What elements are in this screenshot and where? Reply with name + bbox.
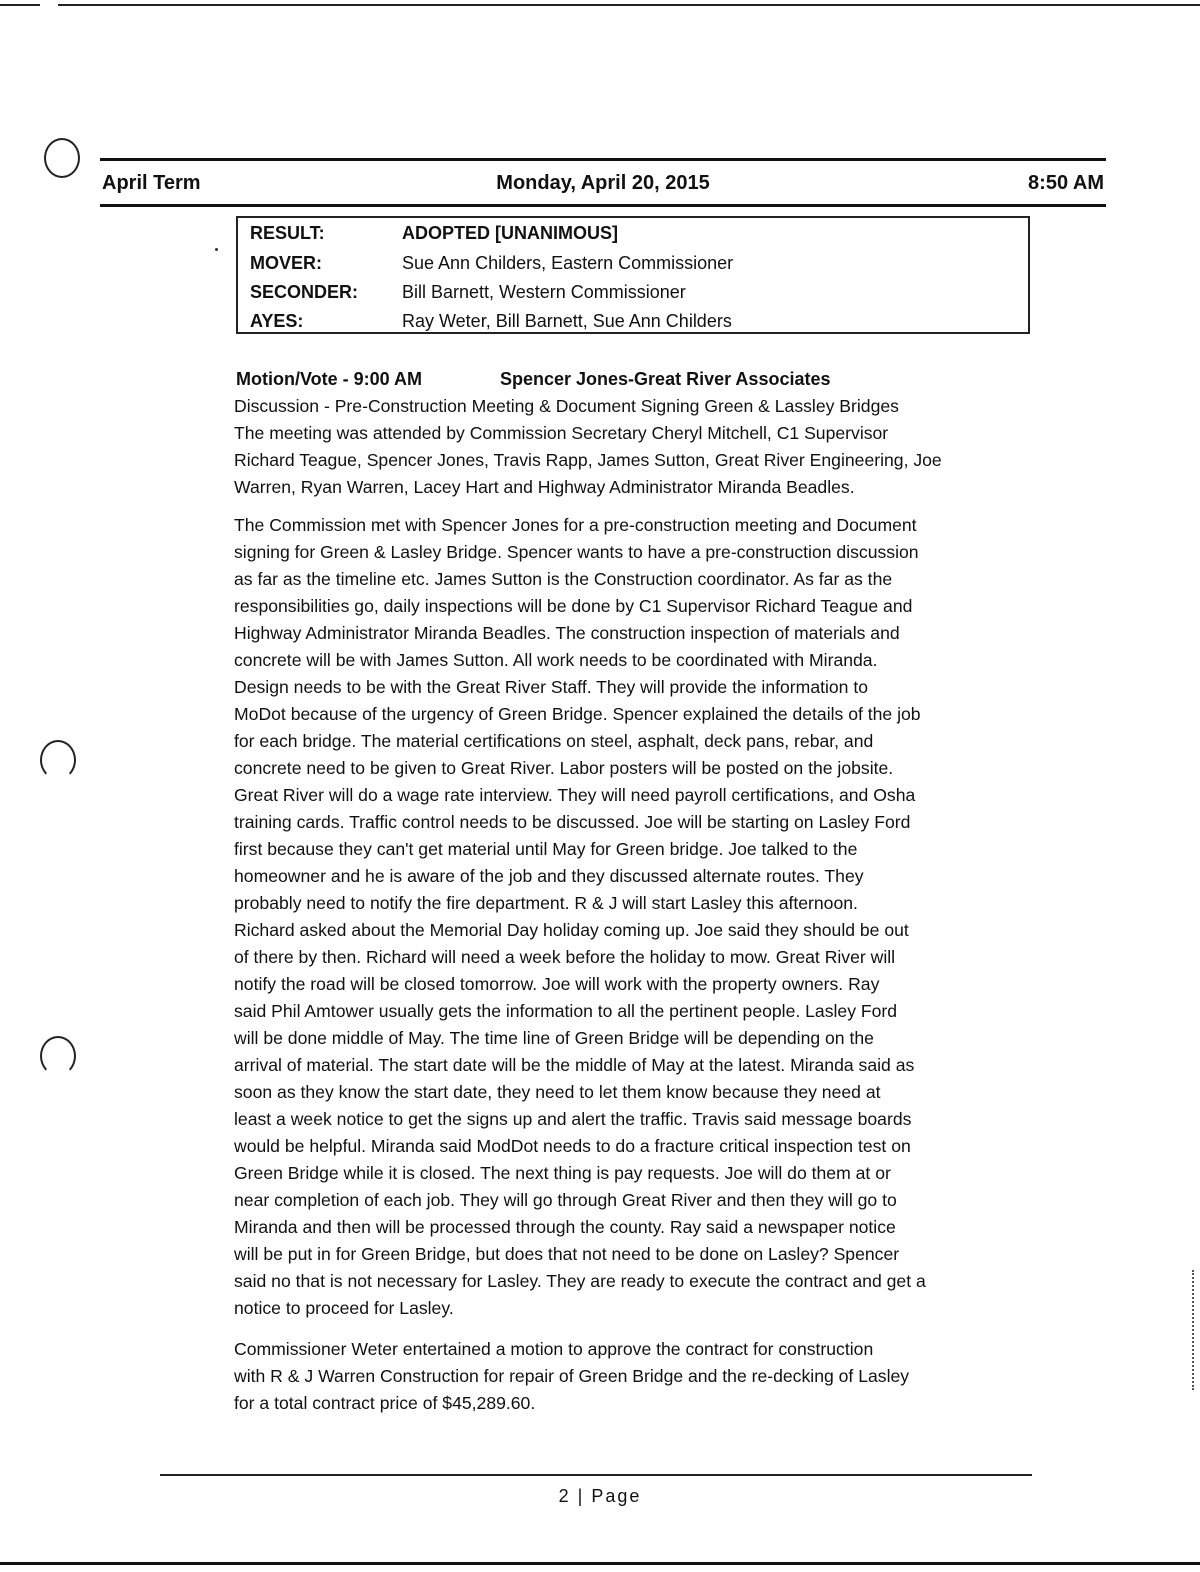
motion-paragraph bbox=[234, 1336, 1034, 1417]
scan-speck bbox=[215, 248, 218, 251]
scan-top-edge-gap bbox=[40, 4, 58, 7]
text-line: for each bridge. The material certifications on steel, asphalt, deck pans, rebar, and bbox=[234, 731, 874, 751]
text-line: The meeting was attended by Commission Secretary Cheryl Mitchell, C1 Supervisor bbox=[234, 423, 889, 443]
text-line: notice to proceed for Lasley. bbox=[234, 1298, 454, 1318]
mover-label: MOVER: bbox=[250, 253, 322, 273]
text-line: concrete will be with James Sutton. All work needs to be coordinated with Miranda. bbox=[234, 650, 878, 670]
header-rule-top bbox=[100, 158, 1106, 161]
seconder-label: SECONDER: bbox=[250, 282, 359, 302]
text-line: first because they can't get material until May for Green bridge. Joe talked to the bbox=[234, 839, 858, 859]
text-line: Green Bridge while it is closed. The next thing is pay requests. Joe will do them at or bbox=[234, 1163, 891, 1183]
mover-value: Sue Ann Childers, Eastern Commissioner bbox=[402, 253, 734, 273]
text-line: training cards. Traffic control needs to be discussed. Joe will be starting on Lasley Ford bbox=[234, 812, 911, 832]
motion-heading bbox=[236, 366, 831, 393]
punch-hole-top bbox=[44, 138, 80, 178]
ayes-label: AYES: bbox=[250, 311, 304, 331]
text-line: Discussion - Pre-Construction Meeting & Document Signing Green & Lassley Bridges bbox=[234, 396, 899, 416]
page-header bbox=[102, 168, 1104, 198]
text-line: as far as the timeline etc. James Sutton is the Construction coordinator. As far as the bbox=[234, 569, 893, 589]
text-line: would be helpful. Miranda said ModDot needs to do a fracture critical inspection test on bbox=[234, 1136, 911, 1156]
scan-edge-marks bbox=[1192, 1270, 1196, 1390]
text-line: of there by then. Richard will need a week before the holiday to mow. Great River will bbox=[234, 947, 896, 967]
text-line: homeowner and he is aware of the job and they discussed alternate routes. They bbox=[234, 866, 864, 886]
discussion-paragraph bbox=[234, 393, 1034, 501]
text-line: Great River will do a wage rate interview. They will need payroll certifications, and Osha bbox=[234, 785, 916, 805]
text-line: responsibilities go, daily inspections will be done by C1 Supervisor Richard Teague and bbox=[234, 596, 913, 616]
text-line: Commissioner Weter entertained a motion to approve the contract for construction bbox=[234, 1339, 874, 1359]
meeting-time: 8:50 AM bbox=[1028, 172, 1104, 194]
text-line: will be put in for Green Bridge, but does that not need to be done on Lasley? Spencer bbox=[234, 1244, 900, 1264]
punch-hole-bottom bbox=[40, 1036, 76, 1076]
footer-rule bbox=[160, 1474, 1032, 1476]
header-rule-bottom bbox=[100, 204, 1106, 207]
text-line: for a total contract price of $45,289.60. bbox=[234, 1393, 536, 1413]
meeting-date: Monday, April 20, 2015 bbox=[496, 172, 710, 194]
text-line: least a week notice to get the signs up and alert the traffic. Travis said message boards bbox=[234, 1109, 912, 1129]
vote-result-box bbox=[236, 216, 1030, 334]
text-line: said Phil Amtower usually gets the information to all the pertinent people. Lasley Ford bbox=[234, 1001, 898, 1021]
text-line: will be done middle of May. The time line of Green Bridge will be depending on the bbox=[234, 1028, 874, 1048]
motion-title: Spencer Jones-Great River Associates bbox=[500, 369, 831, 389]
text-line: said no that is not necessary for Lasley. They are ready to execute the contract and get a bbox=[234, 1271, 926, 1291]
text-line: Miranda and then will be processed through the county. Ray said a newspaper notice bbox=[234, 1217, 896, 1237]
punch-hole-middle bbox=[40, 740, 76, 780]
text-line: The Commission met with Spencer Jones for a pre-construction meeting and Document bbox=[234, 515, 917, 535]
motion-label: Motion/Vote - 9:00 AM bbox=[236, 369, 422, 389]
text-line: soon as they know the start date, they need to let them know because they need at bbox=[234, 1082, 881, 1102]
text-line: with R & J Warren Construction for repair of Green Bridge and the re-decking of Lasley bbox=[234, 1366, 910, 1386]
result-value: ADOPTED [UNANIMOUS] bbox=[402, 223, 618, 243]
text-line: concrete need to be given to Great River. Labor posters will be posted on the jobsite. bbox=[234, 758, 894, 778]
text-line: Highway Administrator Miranda Beadles. The construction inspection of materials and bbox=[234, 623, 900, 643]
text-line: near completion of each job. They will go through Great River and then they will go to bbox=[234, 1190, 897, 1210]
text-line: Design needs to be with the Great River Staff. They will provide the information to bbox=[234, 677, 869, 697]
text-line: notify the road will be closed tomorrow. Joe will work with the property owners. Ray bbox=[234, 974, 880, 994]
text-line: Richard Teague, Spencer Jones, Travis Rapp, James Sutton, Great River Engineering, Joe bbox=[234, 450, 942, 470]
text-line: MoDot because of the urgency of Green Bridge. Spencer explained the details of the job bbox=[234, 704, 921, 724]
ayes-value: Ray Weter, Bill Barnett, Sue Ann Childers bbox=[402, 311, 732, 331]
result-label: RESULT: bbox=[250, 223, 325, 243]
scan-bottom-edge bbox=[0, 1562, 1200, 1565]
text-line: Warren, Ryan Warren, Lacey Hart and Highway Administrator Miranda Beadles. bbox=[234, 477, 855, 497]
text-line: Richard asked about the Memorial Day holiday coming up. Joe said they should be out bbox=[234, 920, 909, 940]
page-number: 2 | Page bbox=[558, 1486, 642, 1506]
term-label: April Term bbox=[102, 172, 201, 194]
text-line: signing for Green & Lasley Bridge. Spencer wants to have a pre-construction discussion bbox=[234, 542, 919, 562]
scan-top-edge bbox=[0, 4, 1200, 6]
main-paragraph bbox=[234, 512, 1034, 1322]
text-line: arrival of material. The start date will be the middle of May at the latest. Miranda said as bbox=[234, 1055, 915, 1075]
seconder-value: Bill Barnett, Western Commissioner bbox=[402, 282, 686, 302]
text-line: probably need to notify the fire department. R & J will start Lasley this afternoon. bbox=[234, 893, 858, 913]
